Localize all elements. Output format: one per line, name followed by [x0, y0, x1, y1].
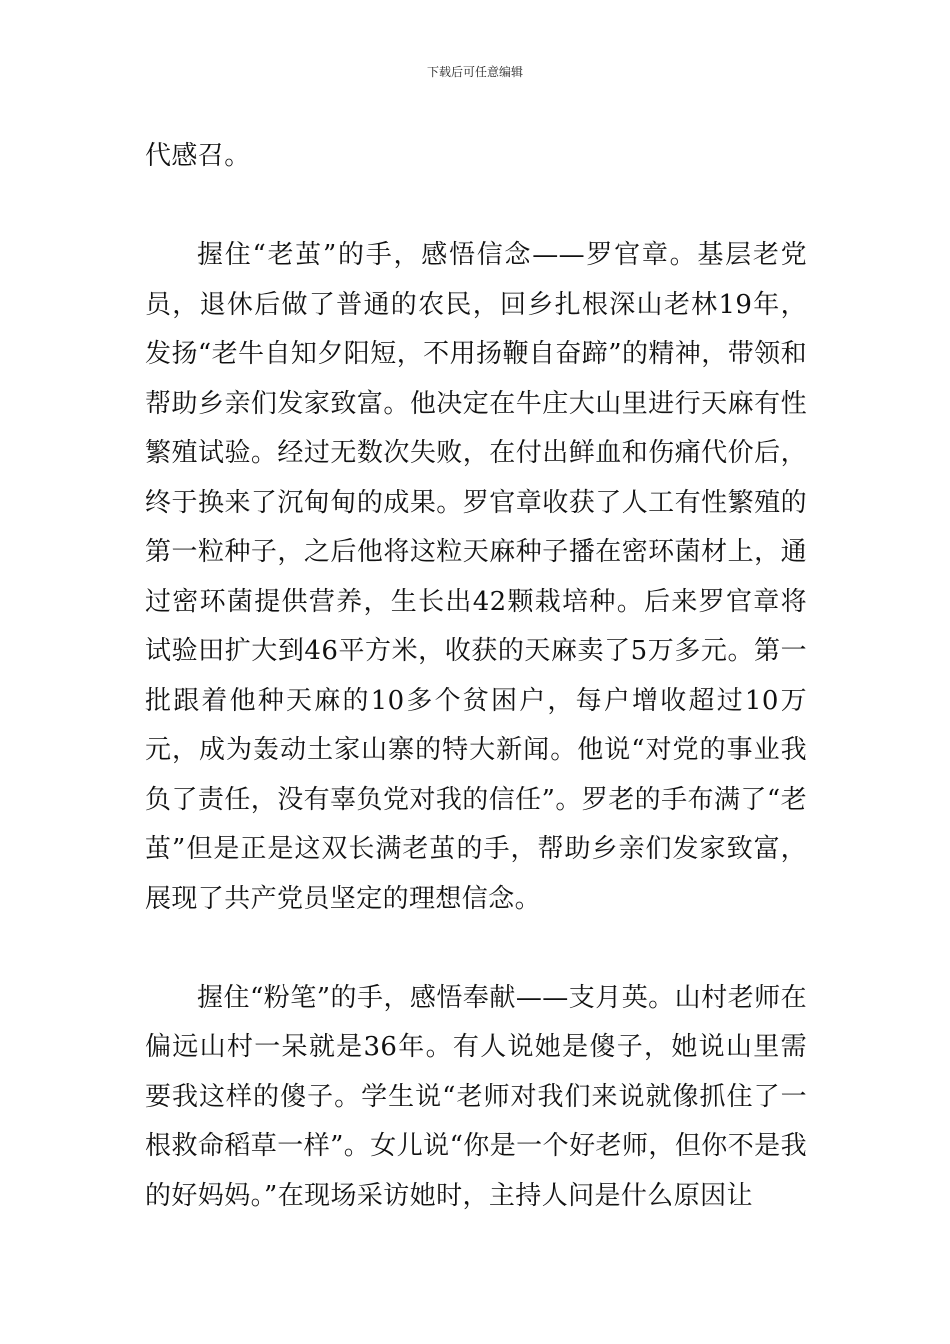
page-header-note: 下载后可任意编辑 — [426, 65, 523, 79]
paragraph-continuation: 代感召。 — [145, 141, 251, 171]
document-body — [145, 132, 807, 1221]
paragraph-luo-guanzhang: 握住“老茧”的手，感悟信念——罗官章。基层老党员，退休后做了普通的农民，回乡扎根深山老林19年，发扬“老牛自知夕阳短，不用扬鞭自奋蹄”的精神，带领和帮助乡亲们发家致富。他决定在牛庄大山里进行天麻有性繁殖试验。经过无数次失败，在付出鲜血和伤痛代价后，终于换来了沉甸甸的成果。罗官章收获了人工有性繁殖的第一粒种子，之后他将这粒天麻种子播在密环菌材上，通过密环菌提供营养，生长出42颗栽培种。后来罗官章将试验田扩大到46平方米，收获的天麻卖了5万多元。第一批跟着他种天麻的10多个贫困户，每户增收超过10万元，成为轰动土家山寨的特大新闻。他说“对党的事业我负了责任，没有辜负党对我的信任”。罗老的手布满了“老茧”但是正是这双长满老茧的手，帮助乡亲们发家致富，展现了共产党员坚定的理想信念。 — [145, 240, 807, 914]
paragraph-gap — [145, 924, 807, 974]
paragraph-zhi-yueying: 握住“粉笔”的手，感悟奉献——支月英。山村老师在偏远山村一呆就是36年。有人说她是傻子，她说山里需要我这样的傻子。学生说“老师对我们来说就像抓住了一根救命稻草一样”。女儿说“你是一个好老师，但你不是我的好妈妈。”在现场采访她时，主持人问是什么原因让 — [145, 982, 807, 1211]
paragraph-gap — [145, 182, 807, 232]
